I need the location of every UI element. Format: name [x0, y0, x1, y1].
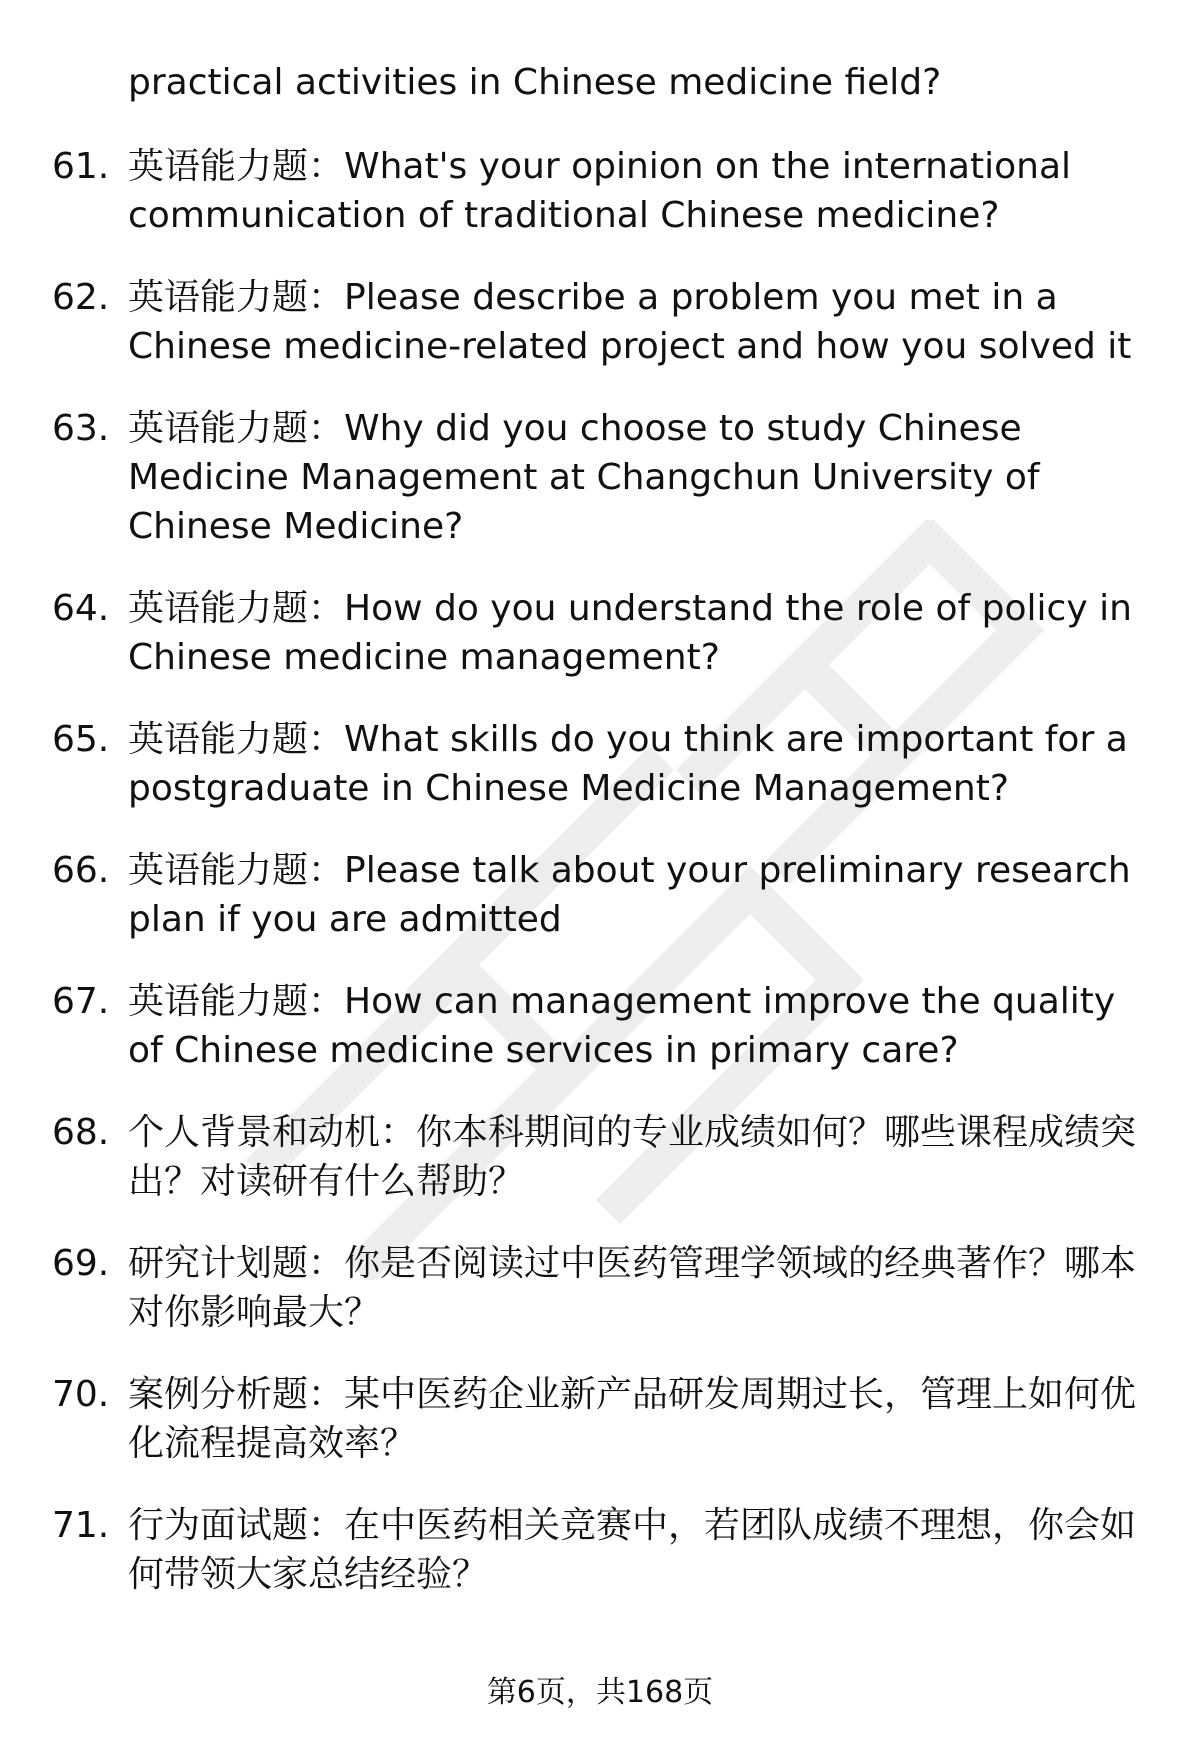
question-number: 61.	[52, 146, 110, 187]
question-text: 英语能力题：What's your opinion on the international communication of traditional Chinese medicine?	[128, 146, 1072, 236]
question-item	[0, 977, 1200, 1075]
question-number: 69.	[52, 1243, 110, 1284]
question-number: 65.	[52, 719, 110, 760]
question-text: 英语能力题：How can management improve the quality of Chinese medicine services in primary care?	[128, 981, 1116, 1071]
question-item	[0, 142, 1200, 240]
question-text: 研究计划题：你是否阅读过中医药管理学领域的经典著作？哪本对你影响最大？	[128, 1243, 1137, 1333]
question-list	[0, 142, 1200, 1632]
question-item	[0, 1108, 1200, 1206]
question-item	[0, 846, 1200, 944]
question-number: 70.	[52, 1374, 110, 1415]
question-number: 63.	[52, 408, 110, 449]
page-indicator: 第6页，共168页	[486, 1675, 714, 1710]
question-text: 案例分析题：某中医药企业新产品研发周期过长，管理上如何优化流程提高效率？	[128, 1374, 1137, 1464]
question-item	[0, 404, 1200, 551]
question-item	[0, 1239, 1200, 1337]
question-text: 英语能力题：How do you understand the role of policy in Chinese medicine management?	[128, 588, 1132, 678]
question-item	[0, 273, 1200, 371]
question-number: 68.	[52, 1112, 110, 1153]
question-item	[0, 715, 1200, 813]
page-footer	[0, 1673, 1200, 1713]
question-item	[0, 1501, 1200, 1599]
question-text: 行为面试题：在中医药相关竞赛中，若团队成绩不理想，你会如何带领大家总结经验？	[128, 1505, 1137, 1595]
question-text: 个人背景和动机：你本科期间的专业成绩如何？哪些课程成绩突出？对读研有什么帮助？	[128, 1112, 1137, 1202]
continuation-text: practical activities in Chinese medicine field?	[128, 62, 942, 103]
question-number: 64.	[52, 588, 110, 629]
question-text: 英语能力题：Please talk about your preliminary research plan if you are admitted	[128, 850, 1131, 940]
question-number: 71.	[52, 1505, 110, 1546]
question-text: 英语能力题：What skills do you think are important for a postgraduate in Chinese Medicine Management?	[128, 719, 1128, 809]
question-number: 66.	[52, 850, 110, 891]
question-item	[0, 584, 1200, 682]
question-text: 英语能力题：Why did you choose to study Chinese Medicine Management at Changchun University of Chinese Medicine?	[128, 408, 1040, 547]
question-number: 67.	[52, 981, 110, 1022]
question-item	[0, 1370, 1200, 1468]
question-number: 62.	[52, 277, 110, 318]
question-text: 英语能力题：Please describe a problem you met in a Chinese medicine-related project and how you solved it	[128, 277, 1132, 367]
